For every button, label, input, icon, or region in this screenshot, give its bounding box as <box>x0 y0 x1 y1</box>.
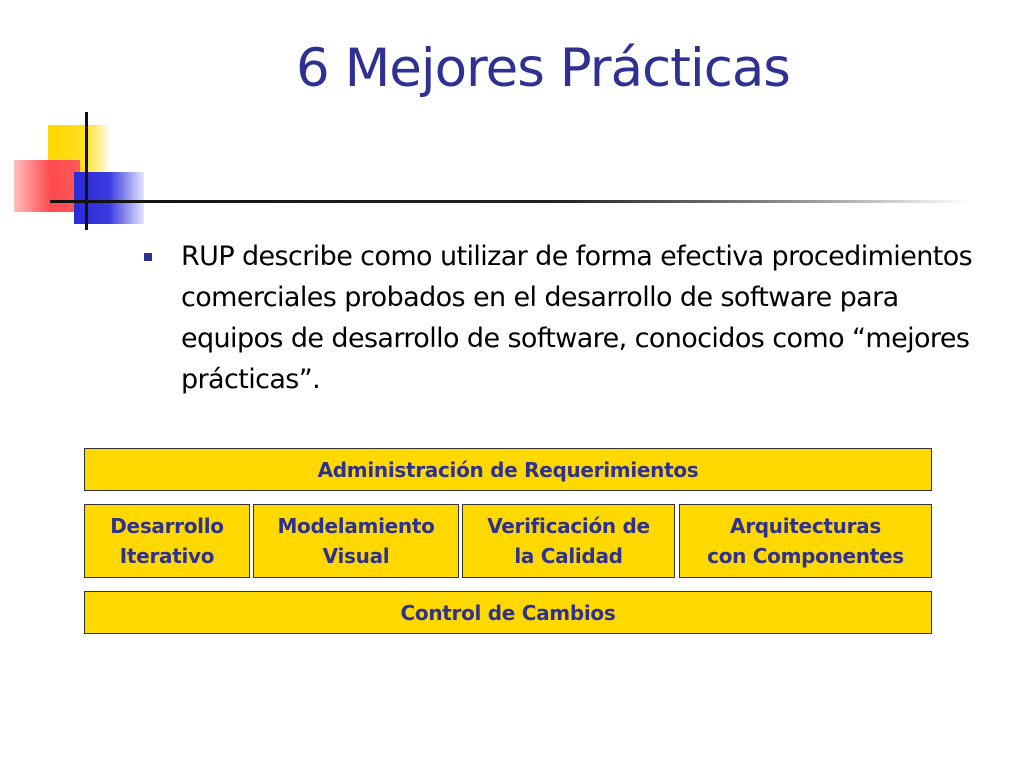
slide-title: 6 Mejores Prácticas <box>296 38 790 99</box>
box-administracion-requerimientos <box>84 448 932 491</box>
bullet-square-icon <box>144 253 152 261</box>
box-label-line2: con Componentes <box>707 544 904 568</box>
corner-decoration <box>0 0 160 240</box>
box-label-line1: Modelamiento <box>277 514 435 538</box>
box-arquitecturas-componentes <box>679 504 932 578</box>
box-label-line2: la Calidad <box>514 544 623 568</box>
decor-vertical-line <box>85 112 88 230</box>
title-underline <box>50 200 970 203</box>
bullet-item <box>144 236 1004 400</box>
box-label-line2: Visual <box>322 544 390 568</box>
bullet-text: RUP describe como utilizar de forma efectiva procedimientos comerciales probados en el desarrollo de software para equipos de desarrollo de software, conocidos como “mejores prácticas”. <box>181 241 973 395</box>
box-label-line1: Desarrollo <box>110 514 224 538</box>
decor-red-bar <box>14 160 80 212</box>
box-label-line2: Iterativo <box>119 544 215 568</box>
box-label: Administración de Requerimientos <box>317 457 699 482</box>
box-label: Control de Cambios <box>400 600 616 625</box>
box-modelamiento-visual <box>253 504 459 578</box>
box-verificacion-calidad <box>462 504 675 578</box>
box-label-line1: Verificación de <box>487 514 650 538</box>
box-control-cambios <box>84 591 932 634</box>
box-desarrollo-iterativo <box>84 504 250 578</box>
box-label-line1: Arquitecturas <box>730 514 881 538</box>
